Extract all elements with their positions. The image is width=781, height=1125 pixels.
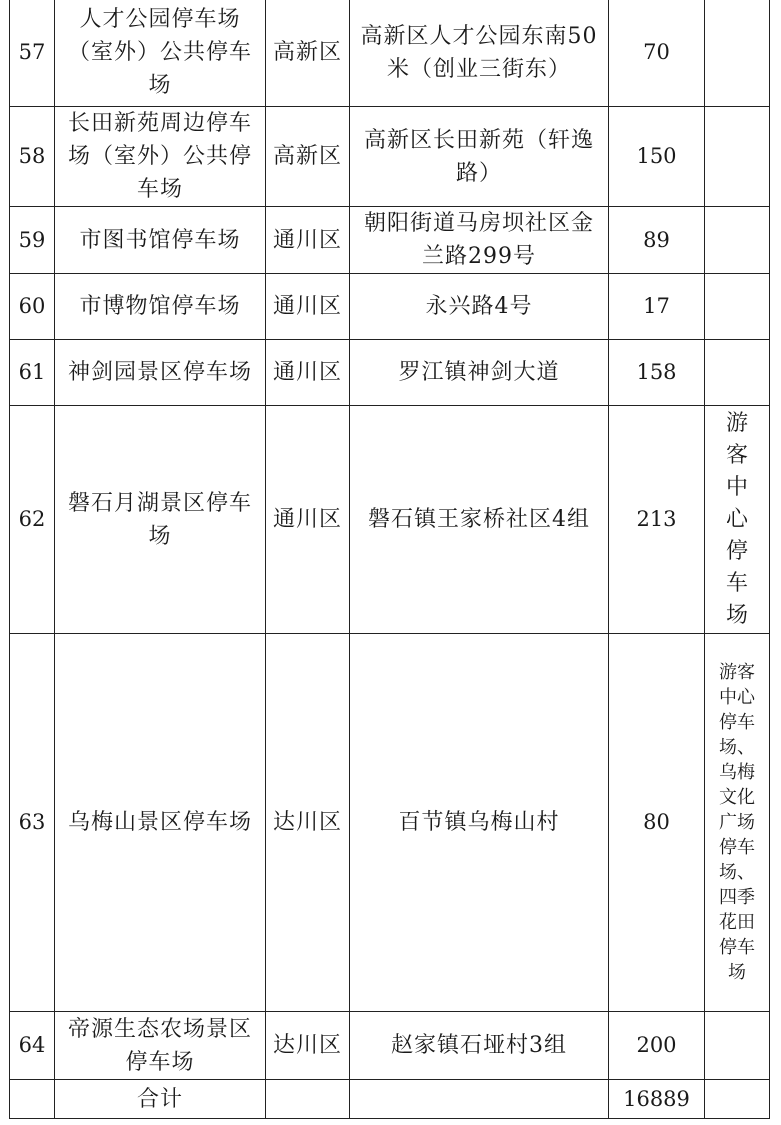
note xyxy=(705,406,770,634)
district: 达川区 xyxy=(266,1012,350,1080)
lot-name: 人才公园停车场（室外）公共停车场 xyxy=(55,0,266,107)
row-number: 59 xyxy=(10,207,55,274)
space-count: 200 xyxy=(609,1012,705,1080)
total-empty-cell xyxy=(10,1080,55,1119)
note xyxy=(705,0,770,107)
address: 高新区人才公园东南50米（创业三街东） xyxy=(350,0,609,107)
total-row xyxy=(10,1080,770,1119)
note xyxy=(705,274,770,340)
district: 达川区 xyxy=(266,634,350,1012)
row-number: 63 xyxy=(10,634,55,1012)
space-count: 89 xyxy=(609,207,705,274)
table-row xyxy=(10,274,770,340)
note xyxy=(705,340,770,406)
address: 罗江镇神剑大道 xyxy=(350,340,609,406)
table-row xyxy=(10,1012,770,1080)
note-text: 游客中心停车场、乌梅文化广场停车场、四季花田停车场 xyxy=(719,662,755,983)
district: 通川区 xyxy=(266,406,350,634)
address: 磐石镇王家桥社区4组 xyxy=(350,406,609,634)
address: 赵家镇石垭村3组 xyxy=(350,1012,609,1080)
table-row xyxy=(10,0,770,107)
total-empty-cell xyxy=(266,1080,350,1119)
space-count: 150 xyxy=(609,107,705,207)
table-row xyxy=(10,340,770,406)
address: 永兴路4号 xyxy=(350,274,609,340)
total-empty-cell xyxy=(350,1080,609,1119)
address: 朝阳街道马房坝社区金兰路299号 xyxy=(350,207,609,274)
total-empty-cell xyxy=(705,1080,770,1119)
space-count: 17 xyxy=(609,274,705,340)
address: 百节镇乌梅山村 xyxy=(350,634,609,1012)
space-count: 158 xyxy=(609,340,705,406)
row-number: 62 xyxy=(10,406,55,634)
row-number: 64 xyxy=(10,1012,55,1080)
district: 通川区 xyxy=(266,207,350,274)
space-count: 213 xyxy=(609,406,705,634)
lot-name: 磐石月湖景区停车场 xyxy=(55,406,266,634)
note xyxy=(705,107,770,207)
table-row xyxy=(10,634,770,1012)
row-number: 61 xyxy=(10,340,55,406)
district: 高新区 xyxy=(266,107,350,207)
note xyxy=(705,207,770,274)
table-row xyxy=(10,107,770,207)
note-text: 游客中心停车场 xyxy=(726,410,750,628)
address: 高新区长田新苑（轩逸路） xyxy=(350,107,609,207)
district: 高新区 xyxy=(266,0,350,107)
space-count: 80 xyxy=(609,634,705,1012)
space-count: 70 xyxy=(609,0,705,107)
row-number: 57 xyxy=(10,0,55,107)
lot-name: 市图书馆停车场 xyxy=(55,207,266,274)
parking-lot-table xyxy=(9,0,770,1119)
total-spaces: 16889 xyxy=(609,1080,705,1119)
lot-name: 神剑园景区停车场 xyxy=(55,340,266,406)
note xyxy=(705,1012,770,1080)
district: 通川区 xyxy=(266,274,350,340)
lot-name: 市博物馆停车场 xyxy=(55,274,266,340)
lot-name: 乌梅山景区停车场 xyxy=(55,634,266,1012)
district: 通川区 xyxy=(266,340,350,406)
row-number: 60 xyxy=(10,274,55,340)
lot-name: 长田新苑周边停车场（室外）公共停车场 xyxy=(55,107,266,207)
table-row xyxy=(10,406,770,634)
lot-name: 帝源生态农场景区停车场 xyxy=(55,1012,266,1080)
row-number: 58 xyxy=(10,107,55,207)
total-label: 合计 xyxy=(55,1080,266,1119)
table-row xyxy=(10,207,770,274)
note xyxy=(705,634,770,1012)
